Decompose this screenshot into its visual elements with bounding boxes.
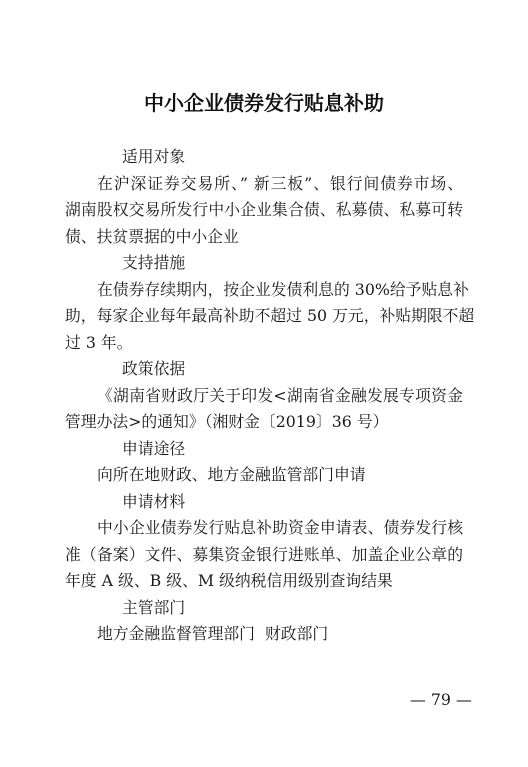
paragraph-line xyxy=(0,409,528,436)
paragraph-line xyxy=(0,383,528,410)
paragraph-line xyxy=(0,568,528,595)
paragraph-line-text: 助，每家企业每年最高补助不超过 50 万元，补贴期限不超 xyxy=(65,306,475,325)
paragraph-line-text: 过 3 年。 xyxy=(65,332,133,352)
section-heading-text: 支持措施 xyxy=(122,253,186,272)
paragraph-line xyxy=(0,542,528,569)
section-heading-text: 申请途径 xyxy=(122,438,186,458)
section-heading-support-measures xyxy=(0,250,528,277)
document-body xyxy=(0,144,528,648)
paragraph-line-text: 湖南股权交易所发行中小企业集合债、私募债、私募可转 xyxy=(65,200,463,219)
paragraph-line-text: 中小企业债券发行贴息补助资金申请表、债券发行核 xyxy=(97,518,463,537)
section-heading-text: 政策依据 xyxy=(122,359,186,378)
paragraph-line-text: 《湖南省财政厅关于印发<湖南省金融发展专项资金 xyxy=(97,385,463,405)
paragraph-line-text: 管理办法>的通知》（湘财金〔2019〕36 号） xyxy=(65,412,389,431)
section-heading-text: 适用对象 xyxy=(122,147,186,166)
paragraph-line-text: 在债券存续期内，按企业发债利息的 30%给予贴息补 xyxy=(97,279,469,299)
paragraph-line xyxy=(0,171,528,198)
paragraph-line xyxy=(0,621,528,648)
section-heading-policy-basis xyxy=(0,356,528,383)
paragraph-line-text: 准（备案）文件、募集资金银行进账单、加盖企业公章的 xyxy=(65,544,463,564)
section-heading-text: 主管部门 xyxy=(122,597,186,617)
paragraph-line-text: 年度 A 级、B 级、M 级纳税信用级别查询结果 xyxy=(65,571,393,590)
page-title: 中小企业债券发行贴息补助 xyxy=(144,91,384,115)
paragraph-line-text: 向所在地财政、地方金融监管部门申请 xyxy=(97,465,366,484)
paragraph-line xyxy=(0,303,528,330)
paragraph-line xyxy=(0,277,528,304)
section-heading-application-materials xyxy=(0,489,528,516)
paragraph-line-text: 在沪深证券交易所、” 新三板”、银行间债券市场、 xyxy=(97,173,463,193)
paragraph-line xyxy=(0,330,528,357)
paragraph-line xyxy=(0,462,528,489)
paragraph-line-text: 地方金融监督管理部门 财政部门 xyxy=(97,624,329,643)
section-heading-competent-authority xyxy=(0,595,528,622)
section-heading-application-channel xyxy=(0,436,528,463)
section-heading-text: 申请材料 xyxy=(122,491,186,511)
paragraph-line xyxy=(0,197,528,224)
paragraph-line-text: 债、扶贫票据的中小企业 xyxy=(65,226,239,246)
paragraph-line xyxy=(0,224,528,251)
section-heading-eligibility xyxy=(0,144,528,171)
paragraph-line xyxy=(0,515,528,542)
page-number: — 79 — xyxy=(410,690,472,709)
